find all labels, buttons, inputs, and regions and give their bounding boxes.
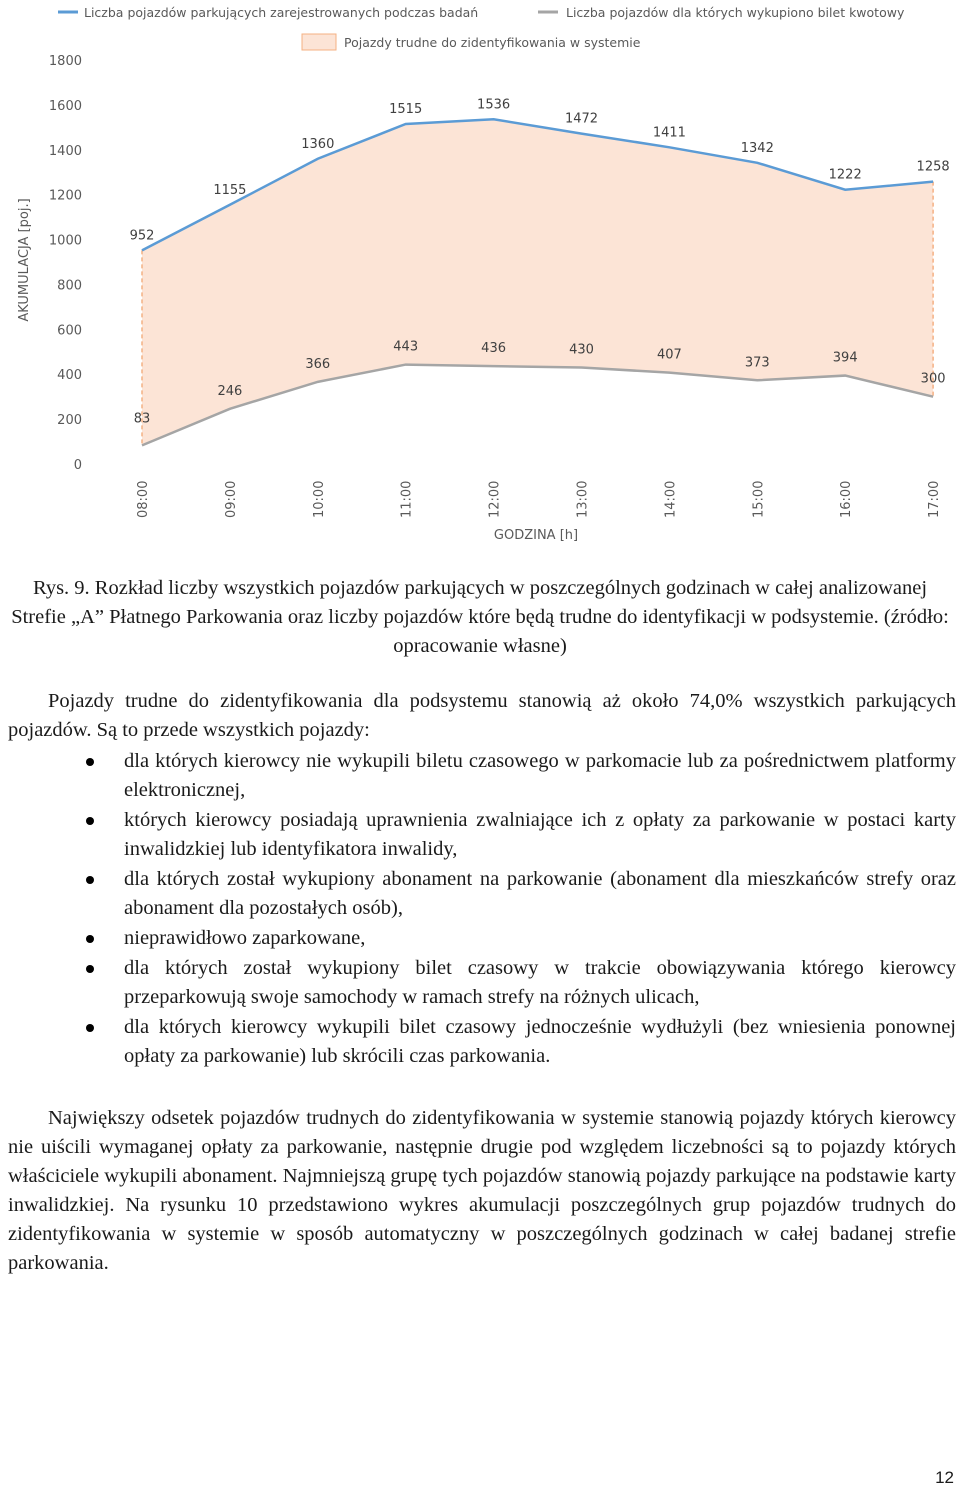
bullet-text: dla których kierowcy wykupili bilet czasowy jednocześnie wydłużyli (bez wniesienia ponownej opłaty za parkowanie) lub skrócili czas parkowania. [124,1016,956,1067]
y-tick-label: 1400 [48,143,82,159]
figure-caption: Rys. 9. Rozkład liczby wszystkich pojazdów parkujących w poszczególnych godzinach w całej analizowanej Strefie „A” Płatnego Parkowania oraz liczby pojazdów które będą trudne do identyfikacji w podsystemie. (źródło: opracowanie własne) [11,577,949,657]
data-label-ticket: 83 [133,411,151,427]
legend-label-registered: Liczba pojazdów parkujących zarejestrowanych podczas badań [84,5,479,20]
y-tick-label: 200 [57,413,82,429]
data-label-registered: 1342 [740,140,774,156]
legend-label-ticket: Liczba pojazdów dla których wykupiono bilet kwotowy [566,5,905,20]
data-label-ticket: 436 [481,341,507,357]
bullet-icon [86,935,94,943]
y-tick-label: 1600 [48,98,82,114]
bullet-icon [86,1024,94,1032]
data-label-registered: 1360 [301,136,335,152]
bullet-item [0,924,956,953]
data-label-ticket: 246 [217,383,243,399]
bullet-text: dla których kierowcy nie wykupili biletu czasowego w parkomacie lub za pośrednictwem platformy elektronicznej, [124,750,956,801]
data-label-ticket: 373 [744,355,770,371]
x-tick-label: 11:00 [399,480,415,518]
data-label-registered: 1155 [213,182,247,198]
area-difficult-vehicles [142,119,933,445]
data-label-ticket: 407 [656,347,682,363]
data-label-ticket: 300 [920,371,946,387]
bullet-list [0,747,956,1072]
accumulation-chart [0,0,960,560]
paragraph-intro: Pojazdy trudne do zidentyfikowania dla podsystemu stanowią aż około 74,0% wszystkich parkujących pojazdów. Są to przede wszystkich pojazdy: [8,690,956,741]
legend-label-area: Pojazdy trudne do zidentyfikowania w systemie [344,35,641,50]
y-tick-label: 1800 [48,54,82,69]
bullet-icon [86,965,94,973]
bullet-text: nieprawidłowo zaparkowane, [124,927,366,949]
x-tick-label: 13:00 [575,480,591,518]
bullet-item [0,1013,956,1071]
x-axis-title: GODZINA [h] [493,528,579,543]
bullet-icon [86,876,94,884]
y-tick-label: 1000 [48,233,82,249]
x-tick-label: 09:00 [223,480,239,518]
data-label-registered: 1472 [564,111,599,127]
bullet-icon [86,817,94,825]
x-tick-label: 12:00 [487,480,503,518]
y-tick-label: 1200 [48,188,82,204]
bullet-item [0,865,956,923]
bullet-item [0,806,956,864]
bullet-icon [86,758,94,766]
x-tick-label: 10:00 [311,480,327,518]
bullet-item [0,954,956,1012]
legend-marker-area [302,34,336,50]
data-label-ticket: 366 [305,356,331,372]
data-label-registered: 952 [129,228,155,244]
bullet-text: których kierowcy posiadają uprawnienia zwalniające ich z opłaty za parkowanie w postaci karty inwalidzkiej lub identyfikatora inwalidy, [124,809,956,860]
x-tick-label: 16:00 [839,480,855,518]
page-number: 12 [935,1468,954,1487]
x-tick-label: 15:00 [751,480,767,518]
x-tick-label: 08:00 [136,480,151,518]
bullet-item [0,747,956,805]
y-axis-title: AKUMULACJA [poj.] [17,198,32,322]
y-tick-label: 800 [57,278,82,294]
data-label-ticket: 443 [393,339,419,355]
data-label-registered: 1411 [652,125,686,141]
bullet-text: dla których został wykupiony abonament na parkowanie (abonament dla mieszkańców strefy oraz abonament dla pozostałych osób), [124,868,956,919]
x-tick-label: 14:00 [663,480,679,518]
data-label-registered: 1515 [389,101,423,117]
data-label-registered: 1536 [477,97,511,113]
data-label-ticket: 394 [832,350,858,366]
x-tick-label: 17:00 [927,480,943,518]
data-label-registered: 1222 [828,167,862,183]
paragraph-summary: Największy odsetek pojazdów trudnych do zidentyfikowania w systemie stanowią pojazdy których kierowcy nie uiścili wymaganej opłaty za parkowanie, następnie drugie pod względem liczebności są to pojazdy których właściciele wykupili abonament. Najmniejszą grupę tych pojazdów stanowią pojazdy parkujące na podstawie karty inwalidzkiej. Na rysunku 10 przedstawiono wykres akumulacji poszczególnych grup pojazdów trudnych do zidentyfikowania w systemie w sposób automatyczny w poszczególnych godzinach w całej badanej strefie parkowania. [8,1107,956,1274]
y-tick-label: 0 [73,458,82,473]
y-tick-label: 600 [57,323,82,339]
data-label-registered: 1258 [916,159,950,175]
y-tick-label: 400 [57,368,82,384]
data-label-ticket: 430 [569,342,594,358]
bullet-text: dla których został wykupiony bilet czasowy w trakcie obowiązywania którego kierowcy przeparkowują swoje samochody w ramach strefy na różnych ulicach, [124,957,956,1008]
